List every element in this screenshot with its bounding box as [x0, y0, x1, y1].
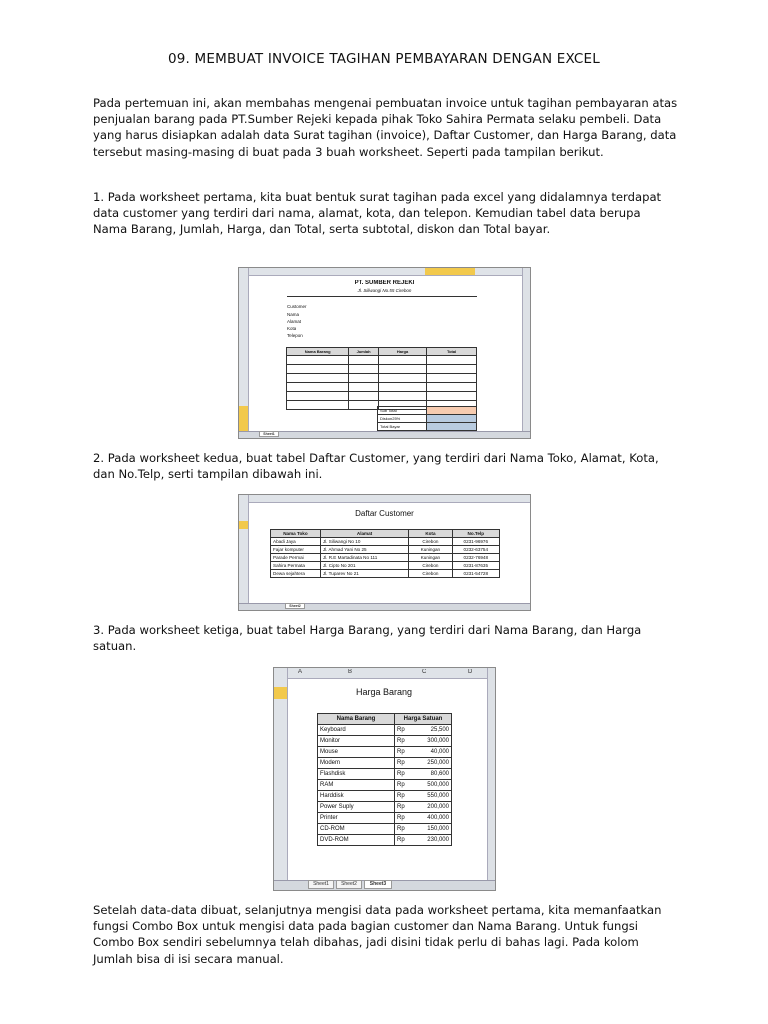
col-nama-toko: Nama Toko	[271, 530, 321, 538]
vertical-scrollbar[interactable]	[522, 268, 530, 438]
customer-table	[270, 529, 500, 578]
invoice-summary-table	[377, 406, 477, 431]
tab-sheet3[interactable]: Sheet3	[364, 880, 392, 889]
price-table-title: Harga Barang	[355, 687, 413, 697]
col-d-header: D	[468, 669, 473, 675]
col-alamat: Alamat	[320, 530, 408, 538]
invoice-sheet-screenshot	[238, 267, 531, 439]
table-row: RAM Rp 500,000	[318, 780, 452, 791]
closing-paragraph: Setelah data-data dibuat, selanjutnya mengisi data pada worksheet pertama, kita memanfaatkan fungsi Combo Box untuk mengisi data pada bagian customer dan Nama Barang. Untuk fungsi Combo Box sendiri sebelumnya telah dibahas, jadi disini tidak perlu di bahas lagi. Pada kolom Jumlah bisa di isi secara manual.	[93, 903, 662, 966]
selected-row-indicator	[239, 521, 248, 529]
col-nama-barang: Nama Barang	[318, 714, 395, 725]
col-total: Total	[427, 348, 477, 356]
field-kota: Kota	[287, 326, 297, 331]
table-row: Modem Rp 250,000	[318, 758, 452, 769]
col-kota: Kota	[409, 530, 452, 538]
field-alamat: Alamat	[287, 319, 302, 324]
column-header	[239, 268, 530, 276]
column-header	[239, 495, 530, 503]
table-row: Harddisk Rp 550,000	[318, 791, 452, 802]
table-row: Keyboard Rp 25,500	[318, 725, 452, 736]
company-address: Jl. Siliwangi No.55 Cirebon	[357, 288, 412, 293]
table-row: Printer Rp 400,000	[318, 813, 452, 824]
total-value	[427, 423, 477, 431]
table-row: Dewa sejahtera Jl. Tuparev No 21 Cirebon 0231-54728	[271, 570, 500, 578]
table-row: Mouse Rp 40,000	[318, 747, 452, 758]
vertical-scrollbar[interactable]	[487, 668, 495, 890]
customer-table-title: Daftar Customer	[355, 509, 414, 518]
row-header	[274, 668, 288, 890]
col-jumlah: Jumlah	[349, 348, 378, 356]
sheet-tabs	[239, 431, 530, 438]
col-b-header: B	[348, 669, 353, 675]
field-telepon: Telepon	[287, 333, 303, 338]
subtotal-value	[427, 407, 477, 415]
table-row: DVD-ROM Rp 230,000	[318, 835, 452, 846]
field-nama: Nama	[287, 312, 300, 317]
header-divider	[287, 296, 477, 297]
price-table	[317, 713, 452, 846]
discount-label: Diskon25%	[378, 415, 427, 423]
table-row: Abadi Jaya Jl. Siliwangi No 10 Cirebon 0231-96976	[271, 538, 500, 546]
col-harga: Harga	[378, 348, 426, 356]
table-row: Fajar komputer Jl. Ahmad Yani No 25 Kuningan 0232-63754	[271, 546, 500, 554]
page-title: 09. MEMBUAT INVOICE TAGIHAN PEMBAYARAN DENGAN EXCEL	[167, 51, 601, 67]
col-no-telp: No.Telp	[452, 530, 499, 538]
step1-paragraph: 1. Pada worksheet pertama, kita buat bentuk surat tagihan pada excel yang didalamnya terdapat data customer yang terdiri dari nama, alamat, kota, dan telepon. Kemudian tabel data berupa Nama Barang, Jumlah, Harga, dan Total, serta subtotal, diskon dan Total bayar.	[93, 190, 662, 237]
table-row: Flashdisk Rp 80,600	[318, 769, 452, 780]
col-harga-satuan: Harga Satuan	[395, 714, 452, 725]
sheet-tabs	[239, 603, 530, 610]
table-row: Parade Permai Jl. R.E Martadinata No 111 Kuningan 0232-76948	[271, 554, 500, 562]
customer-sheet-screenshot	[238, 494, 531, 611]
tab-sheet2[interactable]: Sheet2	[285, 603, 305, 609]
step2-paragraph: 2. Pada worksheet kedua, buat tabel Daftar Customer, yang terdiri dari Nama Toko, Alamat, Kota, dan No.Telp, serti tampilan dibawah ini.	[93, 451, 659, 482]
price-sheet-screenshot	[273, 667, 496, 891]
intro-paragraph: Pada pertemuan ini, akan membahas mengenai pembuatan invoice untuk tagihan pembayaran atas penjualan barang pada PT.Sumber Rejeki kepada pihak Toko Sahira Permata selaku pembeli. Data yang harus disiapkan adalah data Surat tagihan (invoice), Daftar Customer, dan Harga Barang, data tersebut masing-masing di buat pada 3 buah worksheet. Seperti pada tampilan berikut.	[93, 96, 678, 159]
customer-label: Customer	[287, 304, 307, 309]
table-row: Sahira Permata Jl. Cipto No 201 Cirebon 0231-87635	[271, 562, 500, 570]
step3-paragraph: 3. Pada worksheet ketiga, buat tabel Harga Barang, yang terdiri dari Nama Barang, dan Harga satuan.	[93, 623, 642, 654]
subtotal-label: Sub Total	[378, 407, 427, 415]
tab-sheet2[interactable]: Sheet2	[336, 880, 362, 889]
col-c-header: C	[422, 669, 427, 675]
table-row: Power Suply Rp 200,000	[318, 802, 452, 813]
tab-sheet1[interactable]: Sheet1	[259, 431, 279, 437]
selected-column-indicator	[425, 268, 475, 275]
company-name: PT. SUMBER REJEKI	[354, 280, 415, 286]
selected-row-indicator	[274, 687, 287, 699]
invoice-items-table	[286, 347, 477, 410]
table-row: Monitor Rp 300,000	[318, 736, 452, 747]
tab-sheet1[interactable]: Sheet1	[308, 880, 334, 889]
discount-value	[427, 415, 477, 423]
col-nama-barang: Nama Barang	[287, 348, 349, 356]
sheet-tabs	[274, 880, 495, 890]
table-row: CD-ROM Rp 150,000	[318, 824, 452, 835]
column-header	[274, 668, 495, 679]
selected-rows-indicator	[239, 406, 248, 432]
col-a-header: A	[298, 669, 303, 675]
total-label: Total Bayar	[378, 423, 427, 431]
